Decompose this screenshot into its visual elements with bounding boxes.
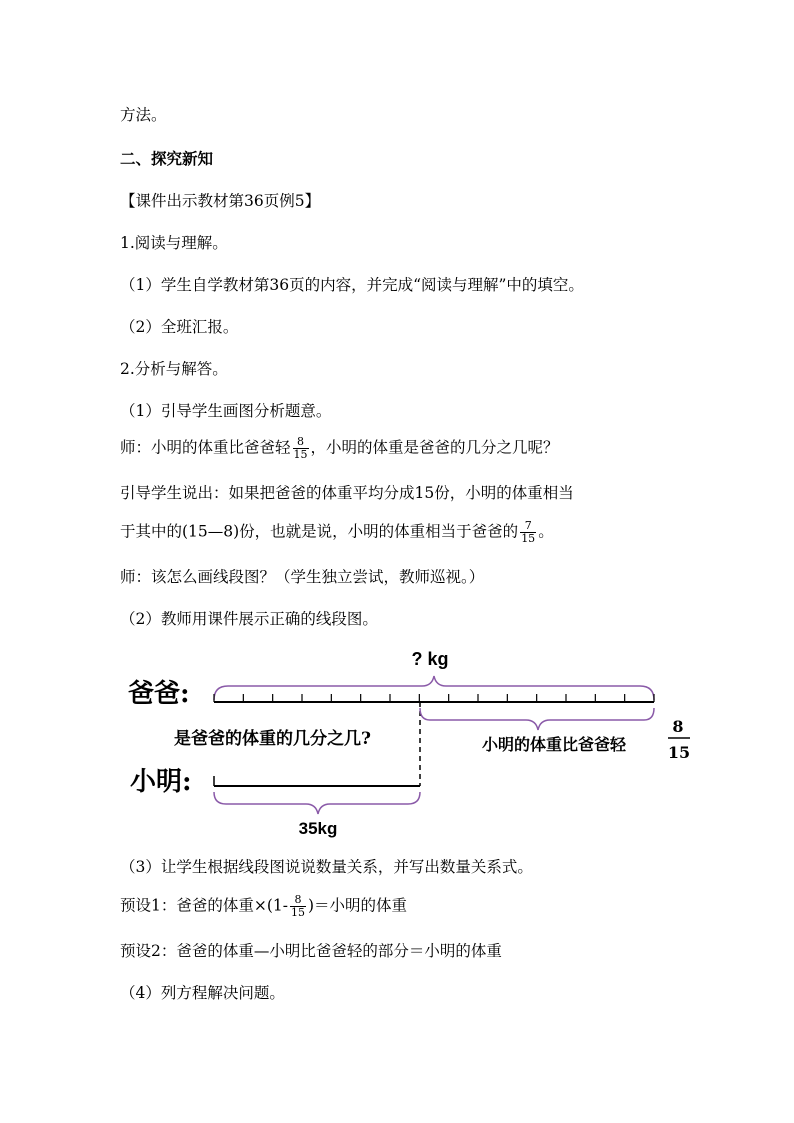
- fraction-denominator: 15: [291, 906, 305, 919]
- text-line: 引导学生说出：如果把爸爸的体重平均分成15份，小明的体重相当: [120, 484, 574, 502]
- text-line: 【课件出示教材第36页例5】: [120, 192, 321, 210]
- fraction: [293, 436, 309, 461]
- text-line: （2）教师用课件展示正确的线段图。: [120, 610, 378, 628]
- ming-brace: [214, 792, 420, 814]
- text-segment: 师：小明的体重比爸爸轻: [120, 438, 291, 457]
- fraction-denominator: 15: [293, 448, 308, 461]
- text-line: [120, 520, 554, 545]
- ming-weight-label: 35kg: [298, 819, 338, 838]
- text-segment: ，小明的体重是爸爸的几分之几呢？: [310, 438, 559, 457]
- lighter-brace: [420, 708, 654, 730]
- text-line: 1.阅读与理解。: [120, 234, 228, 252]
- text-line: （3）让学生根据线段图说说数量关系，并写出数量关系式。: [120, 858, 533, 876]
- text-line: 2.分析与解答。: [120, 360, 228, 378]
- text-line: （1）引导学生画图分析题意。: [120, 402, 332, 420]
- total-weight-label: ? kg: [411, 649, 449, 669]
- fraction-numerator: 8: [290, 894, 306, 907]
- text-line: 预设2：爸爸的体重—小明比爸爸轻的部分＝小明的体重: [120, 942, 502, 960]
- fraction-numerator: 8: [293, 436, 309, 449]
- fraction-numerator: 7: [520, 520, 536, 533]
- text-line: [120, 894, 407, 919]
- text-segment: 于其中的(15—8)份，也就是说，小明的体重相当于爸爸的: [120, 522, 519, 541]
- text-segment: )＝小明的体重: [308, 896, 408, 915]
- lighter-label: 小明的体重比爸爸轻: [482, 735, 627, 754]
- fraction: [520, 520, 536, 545]
- segment-ticks: [214, 694, 654, 702]
- fraction-denominator: 15: [521, 532, 536, 545]
- text-line: 师：该怎么画线段图？（学生独立尝试，教师巡视。）: [120, 568, 485, 586]
- dad-label: 爸爸:: [128, 679, 190, 709]
- text-segment: 预设1：爸爸的体重×(1-: [120, 896, 288, 915]
- text-line: 方法。: [120, 106, 167, 124]
- text-line: （4）列方程解决问题。: [120, 984, 285, 1002]
- text-line: （2）全班汇报。: [120, 318, 239, 336]
- line-segment-diagram: [0, 640, 794, 840]
- fraction: [290, 894, 306, 919]
- text-line: （1）学生自学教材第36页的内容，并完成“阅读与理解”中的填空。: [120, 276, 584, 294]
- question-label: 是爸爸的体重的几分之几?: [174, 729, 371, 749]
- text-line: [120, 436, 559, 461]
- ming-label: 小明:: [130, 767, 192, 797]
- lighter-fraction-denominator: 15: [667, 743, 691, 762]
- total-brace: [214, 676, 654, 700]
- text-segment: 。: [538, 522, 554, 541]
- section-heading: 二、探究新知: [120, 150, 214, 168]
- lighter-fraction-numerator: 8: [672, 717, 684, 736]
